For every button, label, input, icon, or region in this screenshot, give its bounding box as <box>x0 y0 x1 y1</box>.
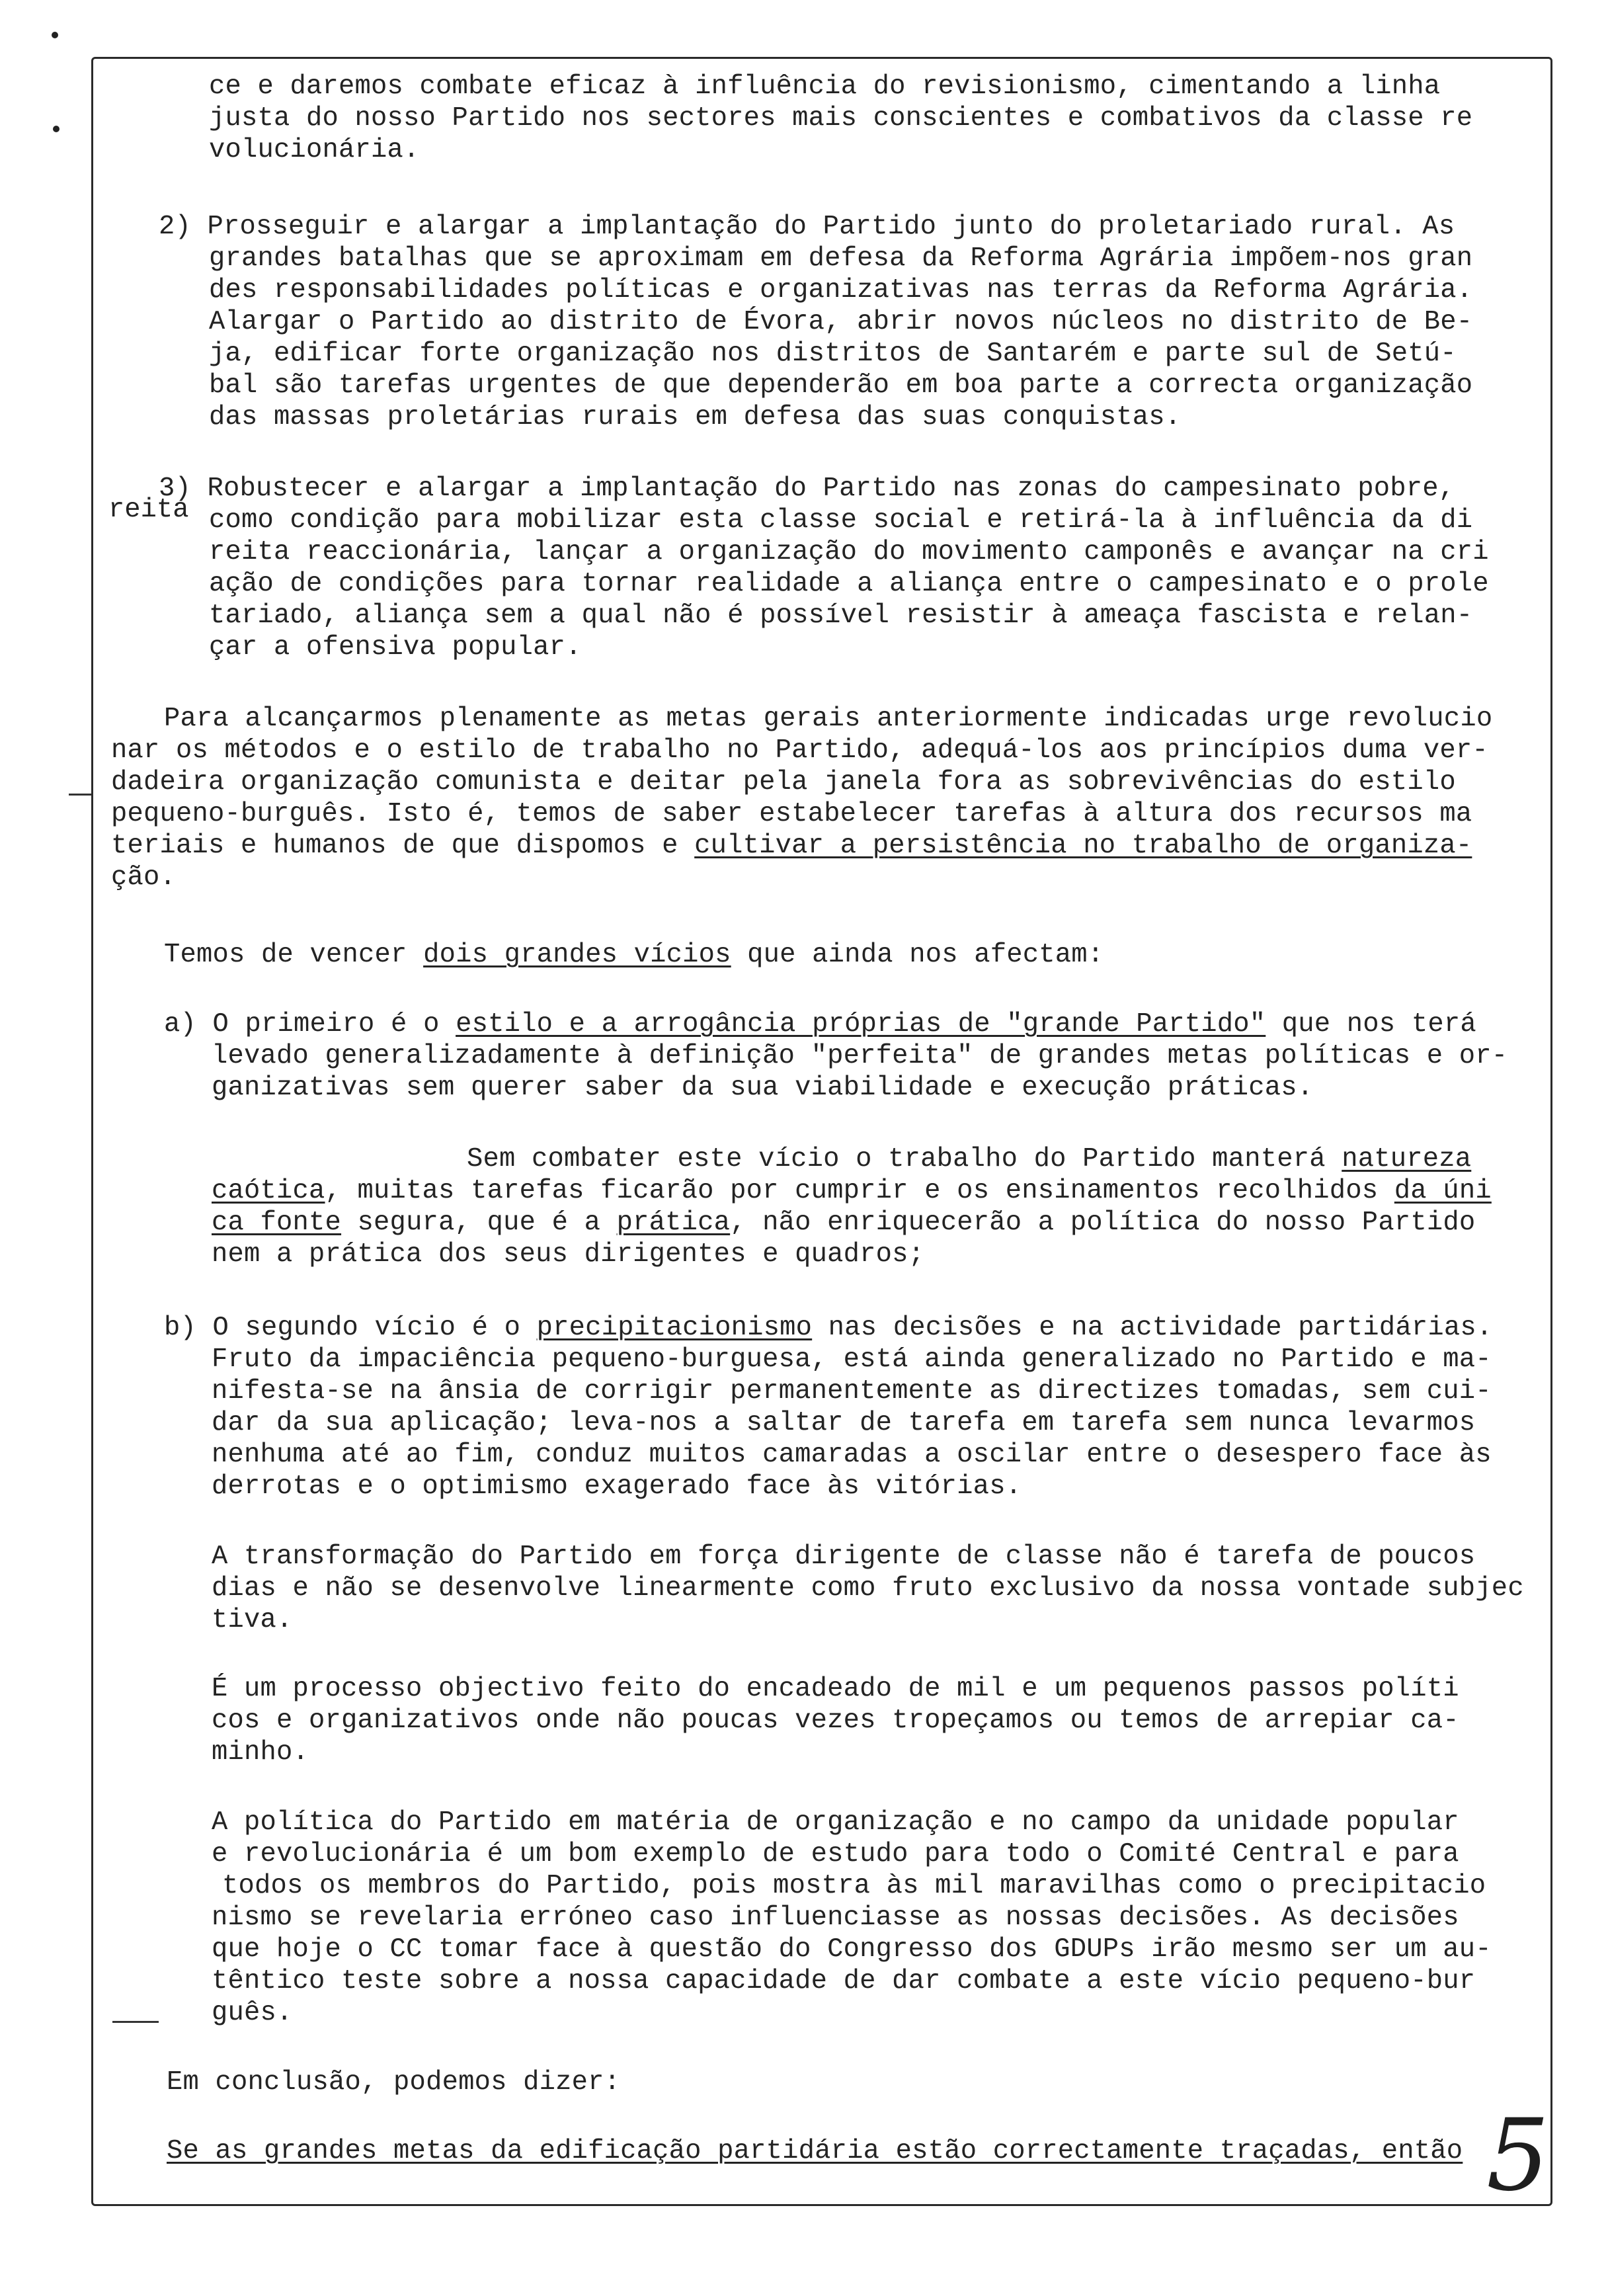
text-line: nifesta-se na ânsia de corrigir permanentemente as directizes tomadas, sem cui- <box>212 1376 1492 1407</box>
text-line: Fruto da impaciência pequeno-burguesa, está ainda generalizado no Partido e ma- <box>212 1344 1492 1375</box>
text-line: Temos de vencer dois grandes vícios que ainda nos afectam: <box>164 940 1104 970</box>
text-line: ja, edificar forte organização nos distritos de Santarém e parte sul de Setú- <box>209 339 1457 369</box>
text-line: 2) Prosseguir e alargar a implantação do Partido junto do proletariado rural. As <box>159 212 1455 242</box>
text-line: nismo se revelaria erróneo caso influenciasse as nossas decisões. As decisões <box>212 1903 1459 1933</box>
underlined-phrase: natureza <box>1342 1144 1472 1174</box>
text-line: ação de condições para tornar realidade a aliança entre o campesinato e o prole <box>209 569 1489 599</box>
text-line: cos e organizativos onde não poucas vezes tropeçamos ou temos de arrepiar ca- <box>212 1705 1459 1736</box>
hole-punch-mark <box>53 126 60 132</box>
text-line: derrotas e o optimismo exagerado face às vitórias. <box>212 1471 1022 1502</box>
hole-punch-mark <box>52 32 58 38</box>
margin-mark <box>69 794 91 796</box>
underlined-phrase: estilo e a arrogância próprias de "grande Partido" <box>456 1009 1266 1040</box>
text-line: caótica, muitas tarefas ficarão por cumprir e os ensinamentos recolhidos da úni <box>212 1176 1492 1206</box>
text-line: todos os membros do Partido, pois mostra às mil maravilhas como o precipitacio <box>222 1871 1486 1901</box>
margin-mark <box>112 2021 159 2023</box>
text-line: guês. <box>212 1998 293 2028</box>
margin-note: reita <box>108 495 189 525</box>
text-line: çar a ofensiva popular. <box>209 632 582 663</box>
text-line: nenhuma até ao fim, conduz muitos camaradas a oscilar entre o desespero face às <box>212 1440 1492 1470</box>
text-line: tariado, aliança sem a qual não é possível resistir à ameaça fascista e relan- <box>209 600 1473 631</box>
text-line: grandes batalhas que se aproximam em defesa da Reforma Agrária impõem-nos gran <box>209 243 1473 274</box>
text-line: levado generalizadamente à definição "perfeita" de grandes metas políticas e or- <box>212 1041 1508 1071</box>
text-line: Em conclusão, podemos dizer: <box>167 2067 621 2098</box>
text-line: das massas proletárias rurais em defesa das suas conquistas. <box>209 402 1182 432</box>
text-line: têntico teste sobre a nossa capacidade de dar combate a este vício pequeno-bur <box>212 1966 1476 1996</box>
text-line: nem a prática dos seus dirigentes e quadros; <box>212 1239 925 1270</box>
text-line: ganizativas sem querer saber da sua viabilidade e execução práticas. <box>212 1073 1314 1103</box>
underlined-phrase: precipitacionismo <box>536 1313 813 1343</box>
text-line: ca fonte segura, que é a prática, não enriquecerão a política do nosso Partido <box>212 1208 1476 1238</box>
underlined-phrase: dois grandes vícios <box>423 940 731 970</box>
text-line: nar os métodos e o estilo de trabalho no Partido, adequá-los aos princípios duma ver- <box>111 735 1488 766</box>
text-line: justa do nosso Partido nos sectores mais conscientes e combativos da classe re <box>209 103 1473 134</box>
text-line <box>167 2135 1463 2167</box>
text-line: Alargar o Partido ao distrito de Évora, abrir novos núcleos no distrito de Be- <box>209 307 1473 337</box>
text-line: volucionária. <box>209 135 420 165</box>
text-line: bal são tarefas urgentes de que dependerão em boa parte a correcta organização <box>209 370 1473 401</box>
text-line: tiva. <box>212 1605 293 1635</box>
text-line: pequeno-burguês. Isto é, temos de saber estabelecer tarefas à altura dos recursos ma <box>111 799 1472 829</box>
underlined-phrase: da úni <box>1394 1176 1492 1206</box>
text-line: a) O primeiro é o estilo e a arrogância próprias de "grande Partido" que nos terá <box>164 1009 1476 1040</box>
text-line: que hoje o CC tomar face à questão do Congresso dos GDUPs irão mesmo ser um au- <box>212 1934 1492 1965</box>
text-line: minho. <box>212 1737 309 1768</box>
underlined-phrase: caótica <box>212 1176 325 1206</box>
text-line: des responsabilidades políticas e organizativas nas terras da Reforma Agrária. <box>209 275 1473 306</box>
text-line: reita reaccionária, lançar a organização do movimento camponês e avançar na cri <box>209 537 1489 567</box>
text-line: teriais e humanos de que dispomos e cultivar a persistência no trabalho de organiza- <box>111 831 1472 861</box>
text-line: b) O segundo vício é o precipitacionismo nas decisões e na actividade partidárias. <box>164 1313 1493 1343</box>
text-line: dadeira organização comunista e deitar pela janela fora as sobrevivências do estilo <box>111 767 1456 798</box>
page-number: 5 <box>1486 2098 1550 2213</box>
underlined-phrase: Se as grandes metas da edificação partidária estão correctamente traçadas, então <box>167 2136 1463 2166</box>
text-line: dar da sua aplicação; leva-nos a saltar de tarefa em tarefa sem nunca levarmos <box>212 1408 1476 1438</box>
underlined-phrase: prática <box>616 1208 731 1238</box>
text-line: dias e não se desenvolve linearmente como fruto exclusivo da nossa vontade subjec <box>212 1573 1524 1604</box>
text-line: A política do Partido em matéria de organização e no campo da unidade popular <box>212 1807 1459 1838</box>
text-line: ce e daremos combate eficaz à influência do revisionismo, cimentando a linha <box>209 71 1441 102</box>
text-line: 3) Robustecer e alargar a implantação do Partido nas zonas do campesinato pobre, <box>159 473 1455 504</box>
text-line: como condição para mobilizar esta classe social e retirá-la à influência da di <box>209 505 1473 536</box>
text-line: Para alcançarmos plenamente as metas gerais anteriormente indicadas urge revolucio <box>164 704 1493 734</box>
text-line: A transformação do Partido em força dirigente de classe não é tarefa de poucos <box>212 1541 1476 1572</box>
text-line: É um processo objectivo feito do encadeado de mil e um pequenos passos políti <box>212 1674 1459 1704</box>
underlined-phrase: ca fonte <box>212 1208 342 1238</box>
text-line: e revolucionária é um bom exemplo de estudo para todo o Comité Central e para <box>212 1839 1459 1869</box>
underlined-phrase: cultivar a persistência no trabalho de organiza- <box>694 831 1472 861</box>
text-line: ção. <box>111 862 177 893</box>
text-line: Sem combater este vício o trabalho do Partido manterá natureza <box>467 1144 1472 1174</box>
